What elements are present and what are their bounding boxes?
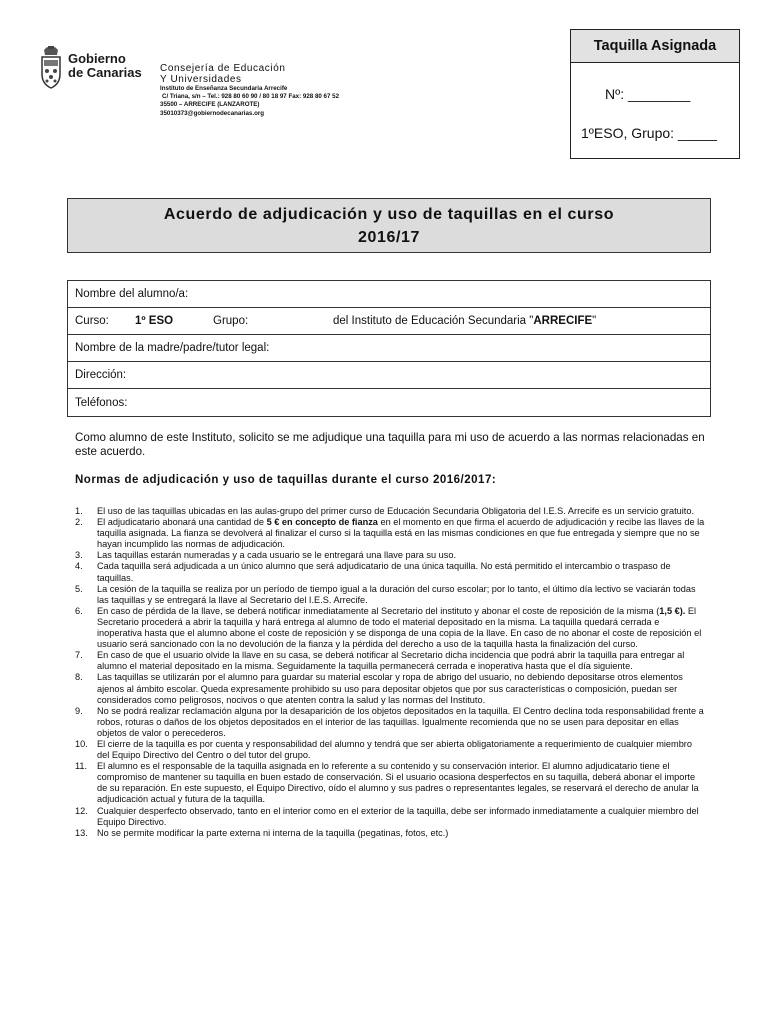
coat-of-arms-icon — [38, 46, 64, 90]
rule-text: En caso de pérdida de la llave, se deberá notificar inmediatamente al Secretario del instituto y abonar el coste de reposición de la misma ( — [97, 605, 660, 616]
rule-bold-text: 5 € en concepto de fianza — [266, 517, 378, 528]
institute-name-bold: ARRECIFE — [533, 315, 593, 327]
locker-number-field[interactable]: Nº: ________ — [605, 86, 691, 102]
title-line-2: 2016/17 — [357, 228, 421, 246]
rule-text: Las taquillas se utilizarán por el alumno para guardar su material escolar y ropa de abrigo del usuario, no debiendo depositarse otros elementos ajenos al ámbito escolar. Queda expresamente prohibido su uso para depositar objetos que por sus características o composición, puedan ser considerados como peligrosos, nocivos o que atenten contra la salud y las normas del Instituto. — [97, 672, 683, 705]
group-label: Grupo: — [213, 315, 249, 327]
rules-list — [75, 506, 705, 839]
rule-text: Cada taquilla será adjudicada a un único alumno que será adjudicatario de una única taquilla. No está permitido el intercambio o traspaso de taquillas. — [97, 561, 671, 583]
address-label: Dirección: — [75, 369, 127, 381]
institution-info — [160, 63, 420, 118]
rule-item — [75, 806, 705, 828]
rule-bold-text: 1,5 €). — [659, 605, 686, 616]
institute-email: 35010373@gobiernodecanarias.org — [160, 109, 265, 117]
rule-number: 10. — [75, 738, 88, 749]
rule-number: 1. — [75, 506, 83, 516]
rule-item — [75, 606, 705, 650]
institute-name: Instituto de Enseñanza Secundaria Arrecife — [160, 85, 288, 92]
rule-item — [75, 561, 705, 583]
rule-text-continued: El Secretario procederá a abrir la taquilla y hará entrega al alumno de todo el material depositado en la misma. La taquilla quedará cerrada e inoperativa hasta que el alumno abone el coste de reposición y se disponga de una copia de la llave. En caso de no abonar el coste de reposición el usuario será sancionado con la no devolución de la fianza y la pérdida del derecho a uso de la taquilla hasta la finalización del curso. — [97, 605, 702, 650]
rule-item — [75, 584, 705, 606]
course-value: 1º ESO — [135, 315, 174, 327]
rule-number: 9. — [75, 705, 83, 716]
rule-text: El adjudicatario abonará una cantidad de — [97, 517, 267, 528]
rule-text: No se permite modificar la parte externa ni interna de la taquilla (pegatinas, fotos, etc.) — [97, 827, 449, 838]
rule-item — [75, 828, 705, 839]
institute-city: 35500 – ARRECIFE (LANZAROTE) — [160, 101, 260, 109]
institute-address: C/ Triana, s/n – Tel.: 928 80 60 90 / 80 18 97 Fax: 928 80 67 52 — [162, 93, 340, 101]
rule-number: 13. — [75, 827, 88, 838]
student-name-row[interactable] — [68, 281, 710, 308]
rule-number: 2. — [75, 517, 83, 528]
logo-wordmark — [68, 52, 142, 80]
rule-item — [75, 506, 705, 517]
gobierno-canarias-logo — [38, 46, 148, 90]
phones-label: Teléfonos: — [75, 396, 128, 409]
rule-item — [75, 650, 705, 672]
course-row[interactable] — [68, 308, 710, 335]
rule-number: 6. — [75, 605, 83, 616]
rule-item — [75, 550, 705, 561]
rule-text: No se podrá realizar reclamación alguna por la desaparición de los objetos depositados en la taquilla. El Centro declina toda responsabilidad frente a robos, roturas o daños de los objetos depositados en el interior de las taquillas. Igualmente recomienda que no se usen para depositar en ellas objetos de valor o perecederos. — [97, 705, 704, 738]
rule-number: 4. — [75, 561, 83, 572]
locker-group-field[interactable]: 1ºESO, Grupo: _____ — [581, 125, 717, 141]
rule-item — [75, 517, 705, 550]
rule-text: Las taquillas estarán numeradas y a cada usuario se le entregará una llave para su uso. — [97, 550, 457, 561]
rule-text: La cesión de la taquilla se realiza por un período de tiempo igual a la duración del curso escolar; por lo tanto, el último día lectivo se vaciarán todas las taquillas y se entregará la llave al Secretario del I.E.S. Arrecife. — [97, 583, 696, 605]
address-row[interactable] — [68, 362, 710, 389]
rule-text: El alumno es el responsable de la taquilla asignada en lo referente a su contenido y su conservación interior. El alumno adjudicatario tiene el compromiso de mantener su taquilla en buen estado de conservación. Si el usuario ocasiona desperfectos en su taquilla, deberá abonar el importe de su reparación. En este supuesto, el Equipo Directivo, oído el alumno y sus padres o representantes legales, se reservará el derecho de anular la adjudicación actual y futura de la taquilla. — [97, 761, 699, 805]
norms-heading: Normas de adjudicación y uso de taquillas durante el curso 2016/2017: — [75, 474, 497, 486]
rule-number: 5. — [75, 583, 83, 594]
student-form — [67, 280, 711, 417]
rule-item — [75, 706, 705, 739]
document-title — [67, 198, 711, 253]
consejeria-name: Consejería de Educación — [160, 63, 286, 74]
universidades-name: Y Universidades — [160, 74, 242, 85]
rule-item — [75, 761, 705, 805]
institute-prefix: del Instituto de Educación Secundaria " — [333, 315, 534, 327]
assigned-locker-title: Taquilla Asignada — [571, 30, 739, 63]
rule-text: En caso de que el usuario olvide la llave en su casa, se deberá notificar al Secretario dicha incidencia que podrá abrir la taquilla para entregar al alumno el material depositado en la misma. Seguidamente la taquilla permanecerá cerrada e inoperativa hasta que el día siguiente. — [97, 650, 685, 672]
rule-text: El uso de las taquillas ubicadas en las aulas-grupo del primer curso de Educación Secundaria Obligatoria del I.E.S. Arrecife es un servicio gratuito. — [97, 506, 695, 516]
rule-number: 11. — [75, 761, 88, 772]
rule-number: 8. — [75, 672, 83, 683]
request-statement: Como alumno de este Instituto, solicito se me adjudique una taquilla para mi uso de acuerdo a las normas relacionadas en este acuerdo. — [75, 431, 705, 458]
student-name-label: Nombre del alumno/a: — [75, 288, 189, 300]
rule-text: El cierre de la taquilla es por cuenta y responsabilidad del alumno y tendrá que ser abierta obligatoriamente a requerimiento de cualquier miembro del Equipo Directivo del Centro o del tutor del grupo. — [97, 738, 692, 761]
institute-label — [333, 315, 596, 327]
logo-line-2: de Canarias — [68, 65, 142, 80]
rule-number: 7. — [75, 650, 83, 661]
rule-text: Cualquier desperfecto observado, tanto en el interior como en el exterior de la taquilla, debe ser informado inmediatamente a cualquier miembro del Equipo Directivo. — [97, 805, 699, 827]
guardian-row[interactable] — [68, 335, 710, 362]
phones-row[interactable] — [68, 389, 710, 416]
logo-line-1: Gobierno — [68, 51, 126, 66]
title-line-1: Acuerdo de adjudicación y uso de taquillas en el curso — [163, 205, 615, 223]
course-label: Curso: — [75, 315, 109, 327]
guardian-label: Nombre de la madre/padre/tutor legal: — [75, 342, 270, 354]
rule-number: 12. — [75, 805, 88, 816]
rule-number: 3. — [75, 550, 83, 561]
institute-suffix: " — [592, 315, 597, 327]
rule-item — [75, 672, 705, 705]
rule-item — [75, 739, 705, 761]
rule-text-continued: en el momento en que firma el acuerdo de adjudicación y recibe las llaves de la taquilla asignada. La fianza se devolverá al finalizar el curso si la taquilla está en las mismas condiciones en que fue entregada y siempre que no se hayan incumplido las normas de adjudicación. — [97, 517, 705, 550]
assigned-locker-box — [570, 29, 740, 159]
